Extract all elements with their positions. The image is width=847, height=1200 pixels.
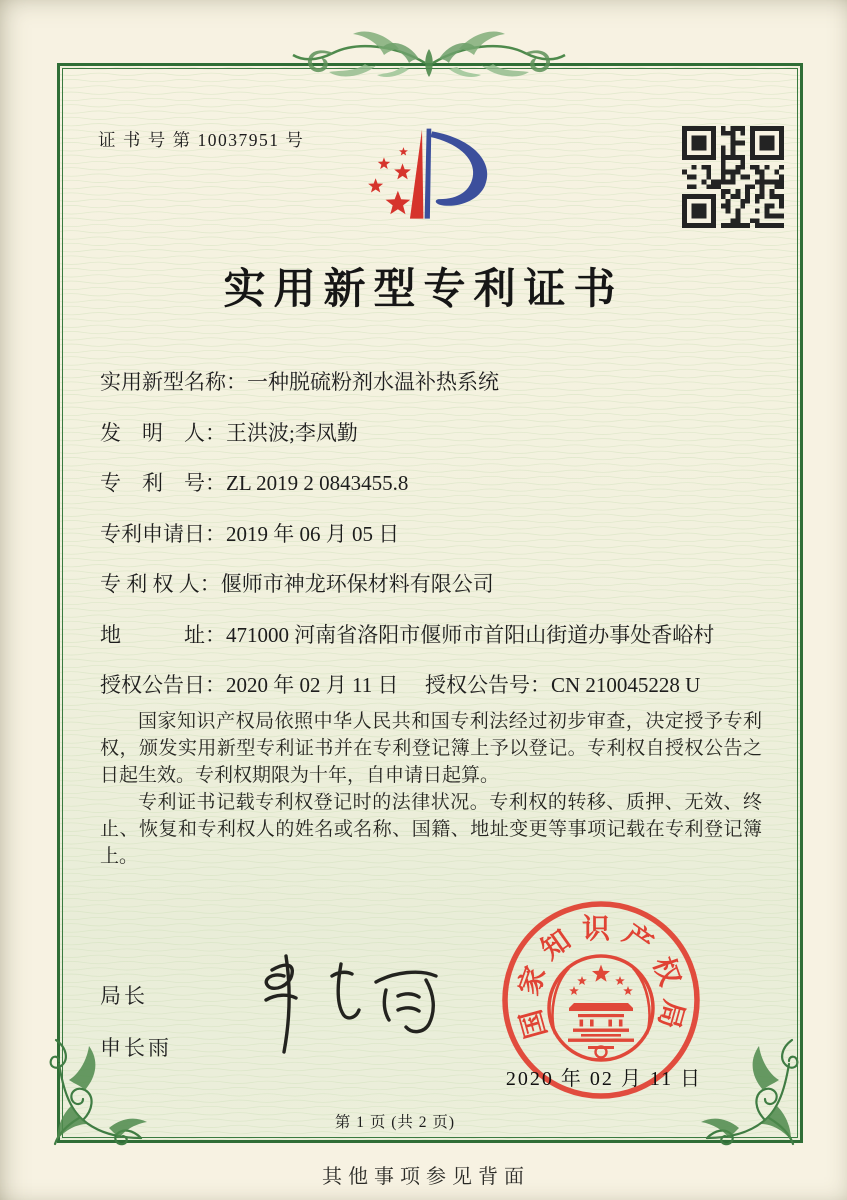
field-value: ZL 2019 2 0843455.8 (226, 471, 409, 495)
page-number: 第 1 页 (共 2 页) (334, 1114, 456, 1131)
seal-date: 2020 年 02 月 11 日 (505, 1068, 703, 1090)
field-row-patentee (100, 568, 790, 619)
field-value: CN 210045228 U (551, 673, 701, 697)
field-label: 授权公告号： (425, 673, 551, 697)
bottom-right-corner-ornament (697, 1028, 801, 1152)
certificate-title: 实用新型专利证书 (223, 267, 624, 313)
legal-paragraph-1: 国家知识产权局依照中华人民共和国专利法经过初步审查，决定授予专利权，颁发实用新型专利证书并在专利登记簿上予以登记。专利权自授权公告之日起生效。专利权期限为十年，自申请日起算。 (100, 711, 762, 786)
legal-text-block (100, 708, 762, 870)
director-signature-handwriting (228, 948, 458, 1066)
field-value: 一种脱硫粉剂水温补热系统 (247, 370, 499, 394)
field-row-inventor (100, 417, 790, 468)
field-value: 2019 年 06 月 05 日 (226, 521, 400, 546)
top-flourish-ornament (289, 28, 569, 98)
field-row-address (100, 619, 790, 670)
field-label: 专利申请日： (100, 521, 226, 546)
field-value: 偃师市神龙环保材料有限公司 (220, 572, 494, 596)
field-pair-grant-number (425, 669, 700, 699)
qr-code (682, 126, 784, 228)
logo-blue-bowl (430, 131, 487, 205)
certificate-number: 证 书 号 第 10037951 号 (98, 130, 305, 150)
field-value: 2020 年 02 月 11 日 (226, 673, 399, 697)
national-emblem-icon (549, 956, 653, 1060)
legal-paragraph-2: 专利证书记载专利权登记时的法律状况。专利权的转移、质押、无效、终止、恢复和专利权人的姓名或名称、国籍、地址变更等事项记载在专利登记簿上。 (100, 792, 762, 867)
field-label: 地 址： (100, 622, 226, 647)
field-list (100, 366, 790, 720)
field-label: 授权公告日： (100, 673, 226, 697)
field-value: 471000 河南省洛阳市偃师市首阳山街道办事处香峪村 (226, 622, 715, 647)
field-row-patent-number (100, 467, 790, 518)
logo-stars (368, 147, 411, 214)
cnipa-logo-icon (345, 112, 512, 238)
seal-arc-text: 国家知识产权局 (513, 914, 689, 1042)
field-value: 王洪波;李凤勤 (226, 420, 358, 445)
director-title: 局长 (100, 985, 148, 1008)
field-label: 专 利 号： (100, 471, 226, 495)
field-label: 发 明 人： (100, 420, 226, 445)
field-row-invention-name (100, 366, 790, 417)
field-row-filing-date (100, 518, 790, 569)
director-signoff (100, 980, 172, 1062)
back-side-note: 其他事项参见背面 (322, 1166, 530, 1188)
logo-blue-stroke (425, 129, 432, 219)
logo-red-wedge (410, 130, 423, 219)
field-label: 实用新型名称： (100, 370, 247, 394)
director-name: 申长雨 (100, 1037, 172, 1060)
field-label: 专 利 权 人： (100, 572, 221, 596)
